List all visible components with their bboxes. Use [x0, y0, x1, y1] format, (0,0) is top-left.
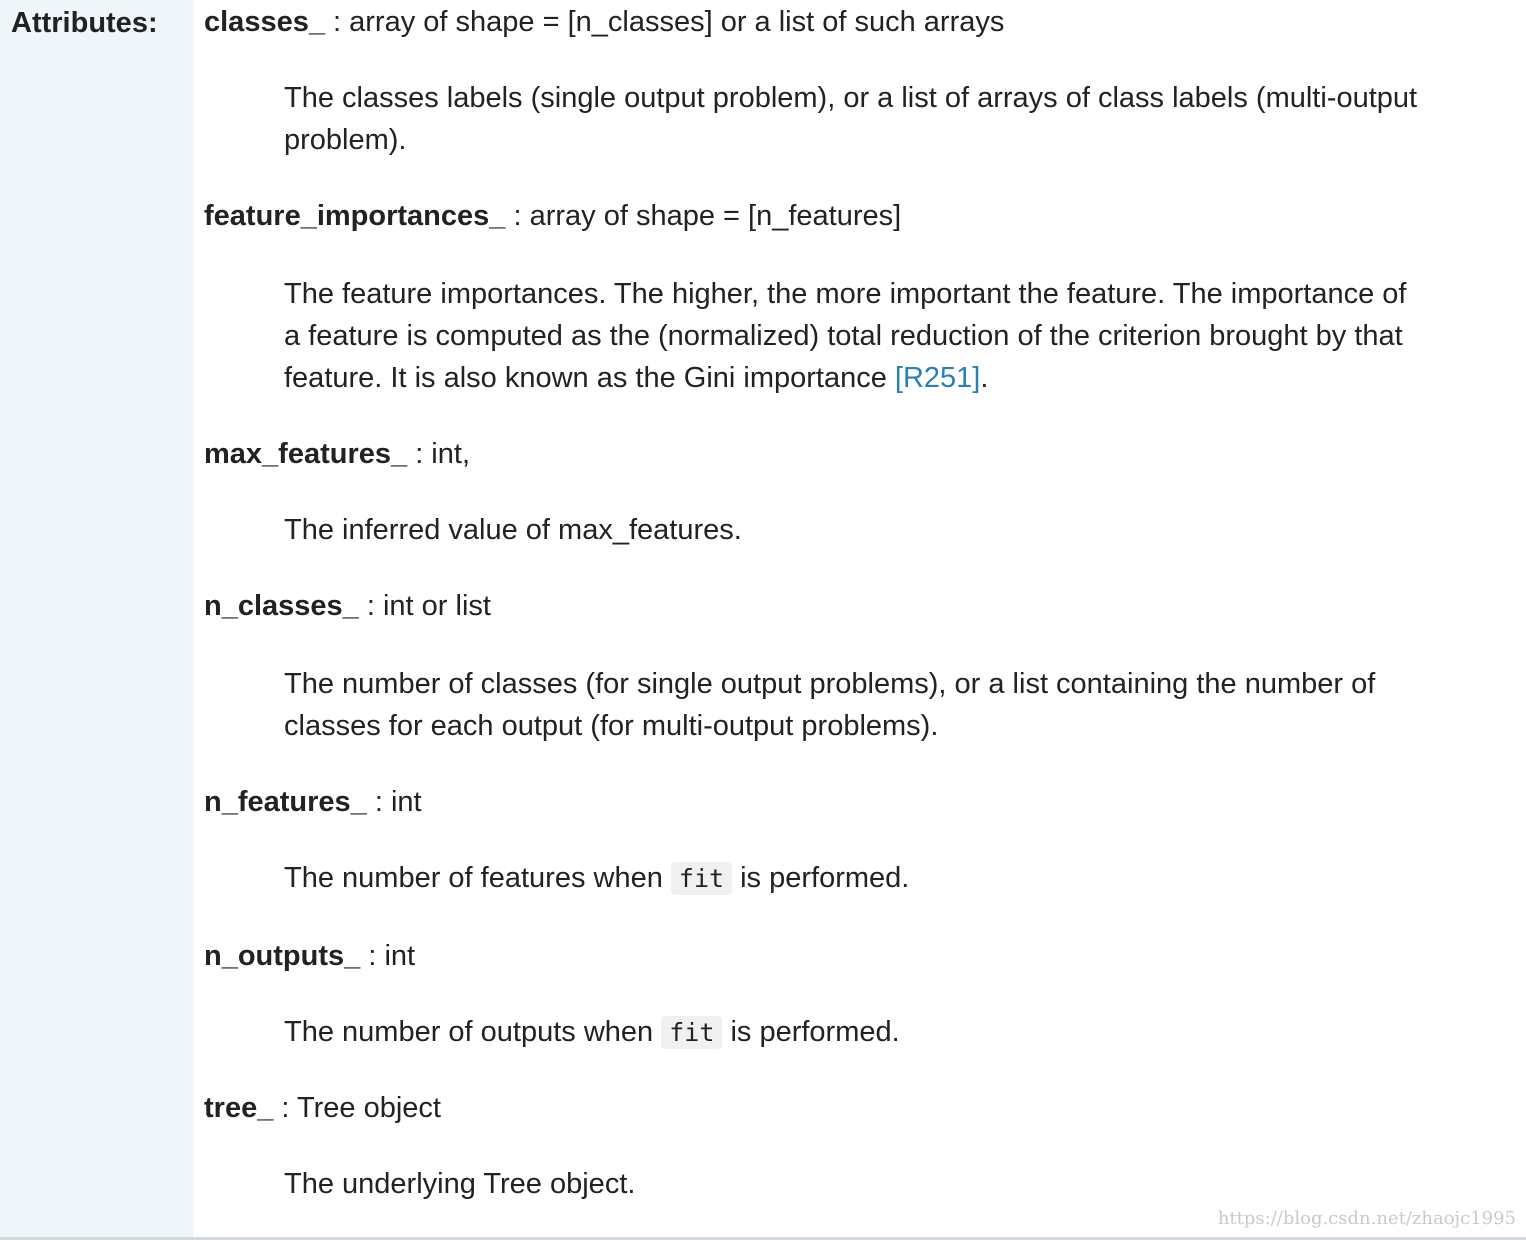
attribute-name: n_outputs_ — [204, 940, 361, 972]
description-end: . — [980, 362, 989, 394]
attribute-type: : Tree object — [273, 1092, 441, 1124]
attribute-description — [284, 1011, 1424, 1054]
attribute-description: The inferred value of max_features. — [284, 514, 742, 546]
attribute-description — [284, 857, 1424, 900]
reference-link[interactable]: [R251] — [894, 362, 981, 394]
attribute-type: : int — [360, 940, 416, 972]
attribute-tree — [204, 1090, 441, 1126]
description-text: The number of features when — [284, 862, 671, 894]
attribute-name: tree_ — [204, 1092, 274, 1124]
attribute-name: max_features_ — [204, 438, 408, 470]
attribute-name: n_features_ — [204, 786, 367, 818]
attribute-description — [284, 273, 1424, 399]
attribute-description: The underlying Tree object. — [284, 1168, 636, 1200]
attributes-label: Attributes: — [11, 7, 158, 39]
inline-code: fit — [671, 862, 732, 895]
description-text: is performed. — [732, 862, 910, 894]
attribute-max-features — [204, 436, 470, 472]
attribute-description: The number of classes (for single output problems), or a list containing the number of classes for each output (for multi-output problems). — [284, 668, 1376, 742]
watermark: https://blog.csdn.net/zhaojc1995 — [1217, 1208, 1516, 1229]
attribute-n-features — [204, 784, 422, 820]
attribute-type: : int, — [407, 438, 470, 470]
description-text: is performed. — [722, 1016, 900, 1048]
attribute-name: n_classes_ — [204, 590, 359, 622]
attribute-name: classes_ — [204, 6, 325, 38]
attribute-type: : array of shape = [n_features] — [505, 200, 902, 232]
attribute-type: : int or list — [358, 590, 491, 622]
attribute-type: : int — [366, 786, 422, 818]
field-label-column — [0, 0, 193, 1237]
description-text: The feature importances. The higher, the more important the feature. The importance of a feature is computed as the (normalized) total reduction of the criterion brought by that feature. It is also known as the Gini importance — [284, 278, 1407, 394]
attribute-feature-importances — [204, 198, 901, 234]
attribute-classes — [204, 4, 1004, 40]
inline-code: fit — [661, 1016, 722, 1049]
attribute-n-classes — [204, 588, 491, 624]
attribute-n-outputs — [204, 938, 415, 974]
attribute-name: feature_importances_ — [204, 200, 506, 232]
description-text: The number of outputs when — [284, 1016, 662, 1048]
attribute-description: The classes labels (single output problem), or a list of arrays of class labels (multi-output problem). — [284, 82, 1418, 156]
attribute-type: : array of shape = [n_classes] or a list of such arrays — [324, 6, 1005, 38]
